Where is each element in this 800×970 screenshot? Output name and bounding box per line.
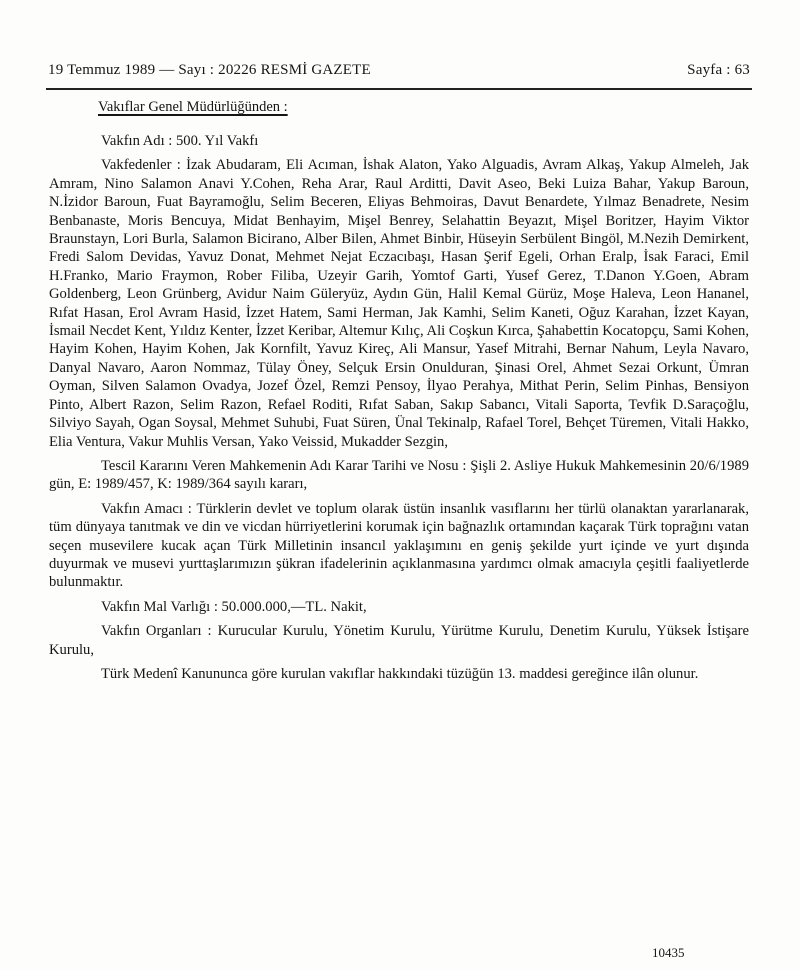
footer-ad-number: 10435 — [652, 945, 685, 960]
purpose-paragraph: Vakfın Amacı : Türklerin devlet ve toplum olarak üstün insanlık vasıflarını her türlü olanaktan yararlanarak, tüm dünyaya tanıtmak ve din ve vicdan hürriyetlerini korumak için bağnazlık ortamından kaçarak Türk toprağını vatan seçen musevilere kucak açan Türk Milletinin insancıl yaklaşımını en geniş şekilde yurt içinde ve yurt dışında duyurmak ve musevi yurttaşlarımızın şükran ifadelerinin açıklanmasına yardımcı olmak amacıyla çeşitli faaliyetlerde bulunmaktır. — [49, 500, 749, 591]
institution-heading: Vakıflar Genel Müdürlüğünden : — [98, 99, 288, 115]
founders-list: İzak Abudaram, Eli Acıman, İshak Alaton, Yako Alguadis, Avram Alkaş, Yakup Almeleh, Jak Amram, Nino Salamon Anavi Y.Cohen, Reha Arar, Raul Arditti, Davit Aseo, Beki Luiza Bahar, Yakup Baroun, N.İzidor Baroun, Fuat Bayramoğlu, Selim Beceren, Eliyas Behmoiras, Davut Benardete, Yılmaz Benadrete, Nesim Benbanaste, Moris Bencuya, Midat Benhayim, Mişel Benrey, Selahattin Beyazıt, Mişel Boritzer, Hayim Viktor Braunstayn, Lori Burla, Salamon Bicirano, Alber Bilen, Ahmet Binbir, Hüseyin Serbülent Bingöl, M.Nezih Demirkent, Fredi Salom Devidas, Yavuz Donat, Mehmet Nejat Eczacıbaşı, Hasan Şerif Egeli, Orhan Eralp, İsak Faraci, Emil H.Franko, Mario Fraymon, Rober Filiba, Uzeyir Garih, Yomtof Garti, Yusef Gerez, T.Danon Y.Goen, Abram Goldenberg, Leon Grünberg, Avidur Naim Güleryüz, Aydın Gün, Halil Kemal Gürüz, Moşe Haleva, Leon Hananel, Rıfat Hasan, Erol Avram Hasid, İzzet Hatem, Sami Herman, Jak Kamhi, Selim Kaneti, Oğuz Karahan, İzzet Kayan, İsmail Necdet Kent, Yıldız Kenter, İzzet Keribar, Altemur Kılıç, Ali Coşkun Kırca, Şahabettin Kocatopçu, Sami Kohen, Hayim Kohen, Hayim Kohen, Jak Kornfilt, Yavuz Kireç, Ali Mansur, Yasef Mitrahi, Bernar Nahum, Leyla Navaro, Danyal Navaro, Aaron Nommaz, Tülay Öney, Selçuk Ersin Onulduran, Şinasi Orel, Ahmet Sezai Orkunt, Ümran Oyman, Silven Salamon Ovadya, Jozef Özel, Remzi Pensoy, İlyao Perahya, Mithat Perin, Selim Pinhas, Bensiyon Pinto, Albert Razon, Selim Razon, Refael Roditi, Rıfat Saban, Sakıp Sabancı, Vitali Saporta, Tevfik D.Saraçoğlu, Silviyo Sayah, Ogan Soysal, Mehmet Suhubi, Fuat Süren, Ünal Tekinalp, Rafael Torel, Behçet Türemen, Vitali Hakko, Elia Ventura, Vakur Muhlis Versan, Yako Veissid, Mukadder Sezgin, — [49, 157, 750, 450]
header-page-number: Sayfa : 63 — [687, 62, 750, 78]
founders-label: Vakfedenler : — [101, 157, 181, 174]
header-date-issue: 19 Temmuz 1989 — Sayı : 20226 RESMİ GAZETE — [48, 62, 371, 78]
document-body — [49, 132, 749, 683]
gazette-header — [48, 62, 750, 82]
organs-paragraph: Vakfın Organları : Kurucular Kurulu, Yönetim Kurulu, Yürütme Kurulu, Denetim Kurulu, Yüksek İstişare Kurulu, — [49, 623, 749, 658]
founders-paragraph — [49, 156, 749, 451]
announcement-paragraph: Türk Medenî Kanununca göre kurulan vakıflar hakkındaki tüzüğün 13. maddesi gereğince ilân olunur. — [101, 665, 699, 682]
header-divider — [46, 88, 752, 90]
foundation-name: Vakfın Adı : 500. Yıl Vakfı — [101, 133, 259, 149]
court-decision-paragraph: Tescil Kararını Veren Mahkemenin Adı Karar Tarihi ve Nosu : Şişli 2. Asliye Hukuk Mahkemesinin 20/6/1989 gün, E: 1989/457, K: 1989/364 sayılı kararı, — [49, 457, 749, 493]
assets-paragraph: Vakfın Mal Varlığı : 50.000.000,—TL. Nakit, — [101, 598, 367, 615]
